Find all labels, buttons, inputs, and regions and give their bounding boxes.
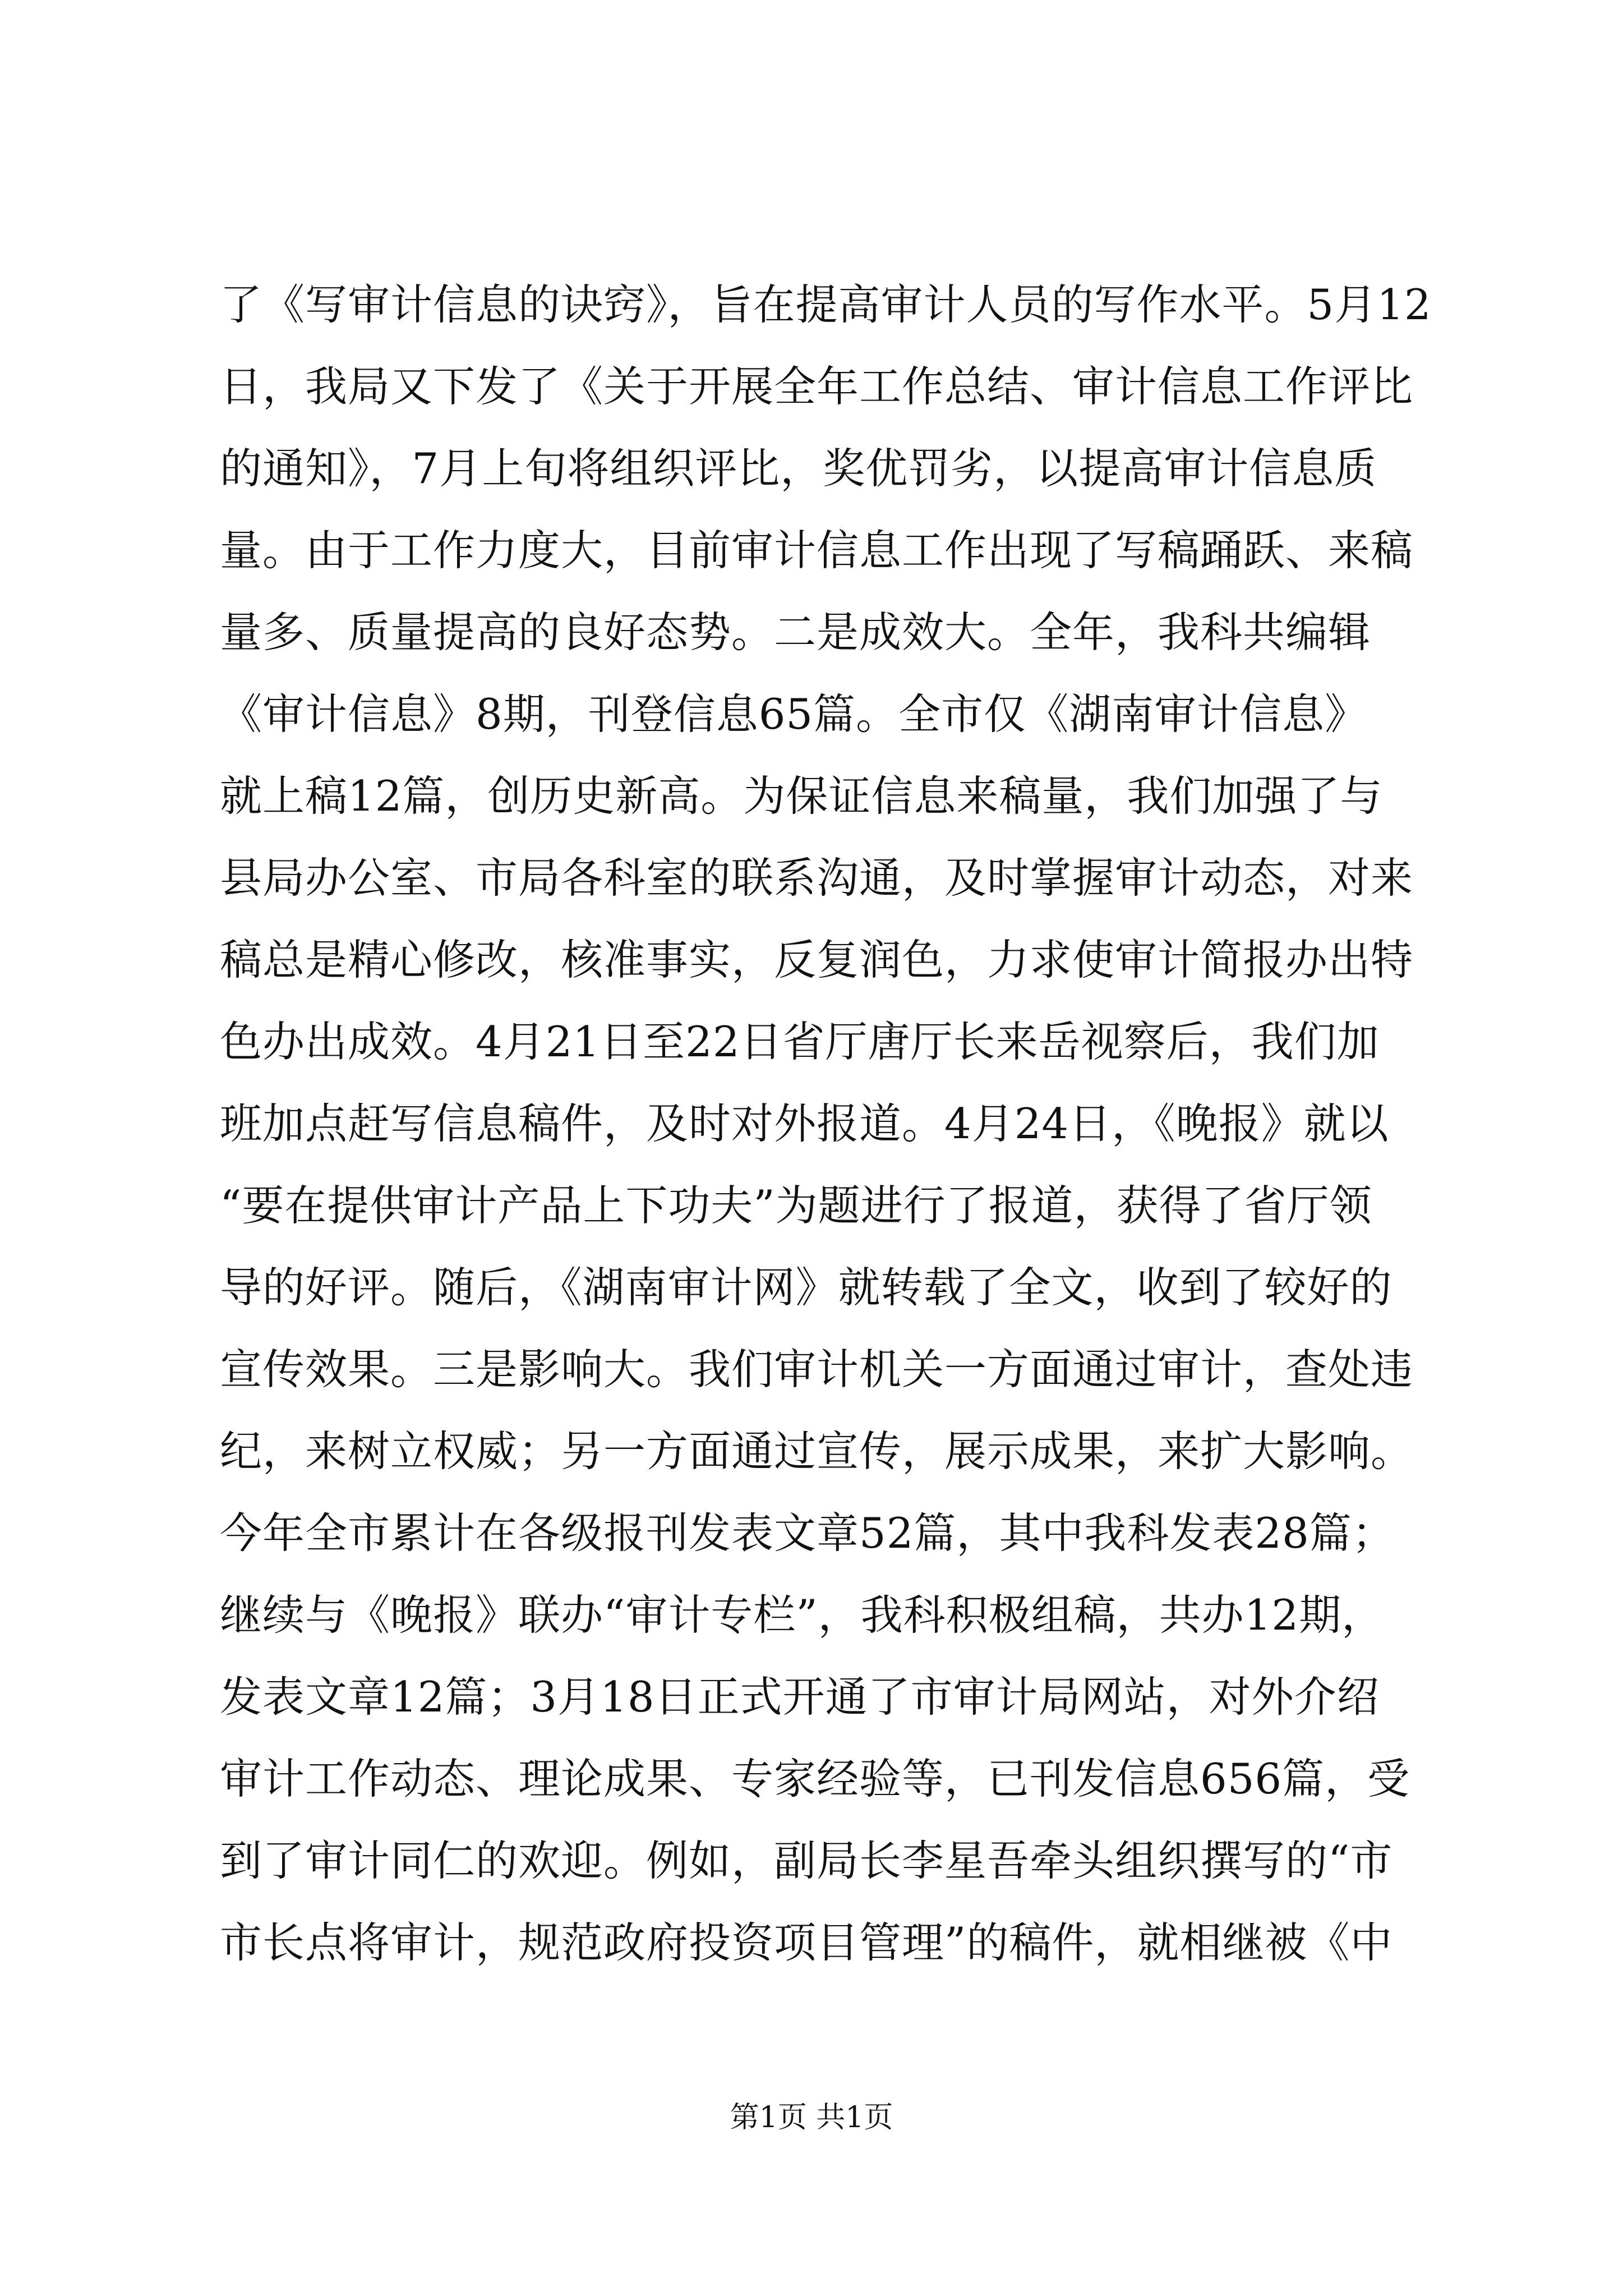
text-line: 导的好评。随后，《湖南审计网》就转载了全文，收到了较好的 (220, 1263, 1393, 1312)
page-number: 第1页 共1页 (730, 2101, 893, 2134)
text-line: 纪，来树立权威；另一方面通过宣传，展示成果，来扩大影响。 (220, 1427, 1414, 1476)
text-line: 班加点赶写信息稿件，及时对外报道。4月24日，《晚报》就以 (220, 1099, 1389, 1148)
text-line: 色办出成效。4月21日至22日省厅唐厅长来岳视察后，我们加 (220, 1017, 1380, 1066)
text-line: 发表文章12篇；3月18日正式开通了市审计局网站，对外介绍 (220, 1672, 1380, 1722)
text-line: 审计工作动态、理论成果、专家经验等，已刊发信息656篇，受 (220, 1754, 1410, 1803)
text-line: 《审计信息》8期，刊登信息65篇。全市仅《湖南审计信息》 (220, 689, 1368, 739)
text-line: “要在提供审计产品上下功夫”为题进行了报道，获得了省厅领 (220, 1181, 1372, 1230)
text-line: 量多、质量提高的良好态势。二是成效大。全年，我科共编辑 (220, 608, 1371, 657)
text-line: 市长点将审计，规范政府投资项目管理”的稿件，就相继被《中 (220, 1918, 1393, 1967)
text-line: 了《写审计信息的诀窍》，旨在提高审计人员的写作水平。5月12 (220, 280, 1432, 329)
text-line: 日，我局又下发了《关于开展全年工作总结、审计信息工作评比 (220, 362, 1414, 411)
body-text (220, 264, 1432, 1984)
text-line: 今年全市累计在各级报刊发表文章52篇，其中我科发表28篇； (220, 1508, 1395, 1558)
text-line: 就上稿12篇，创历史新高。为保证信息来稿量，我们加强了与 (220, 771, 1383, 821)
page-footer (0, 2095, 1623, 2140)
text-line: 县局办公室、市局各科室的联系沟通，及时掌握审计动态，对来 (220, 853, 1414, 903)
text-line: 稿总是精心修改，核准事实，反复润色，力求使审计简报办出特 (220, 935, 1414, 984)
text-line: 宣传效果。三是影响大。我们审计机关一方面通过审计，查处违 (220, 1345, 1414, 1394)
text-line: 继续与《晚报》联办“审计专栏”，我科积极组稿，共办12期， (220, 1590, 1385, 1640)
text-line: 的通知》，7月上旬将组织评比，奖优罚劣，以提高审计信息质 (220, 444, 1377, 493)
text-line: 量。由于工作力度大，目前审计信息工作出现了写稿踊跃、来稿 (220, 526, 1414, 575)
text-line: 到了审计同仁的欢迎。例如，副局长李星吾牵头组织撰写的“市 (220, 1836, 1393, 1885)
